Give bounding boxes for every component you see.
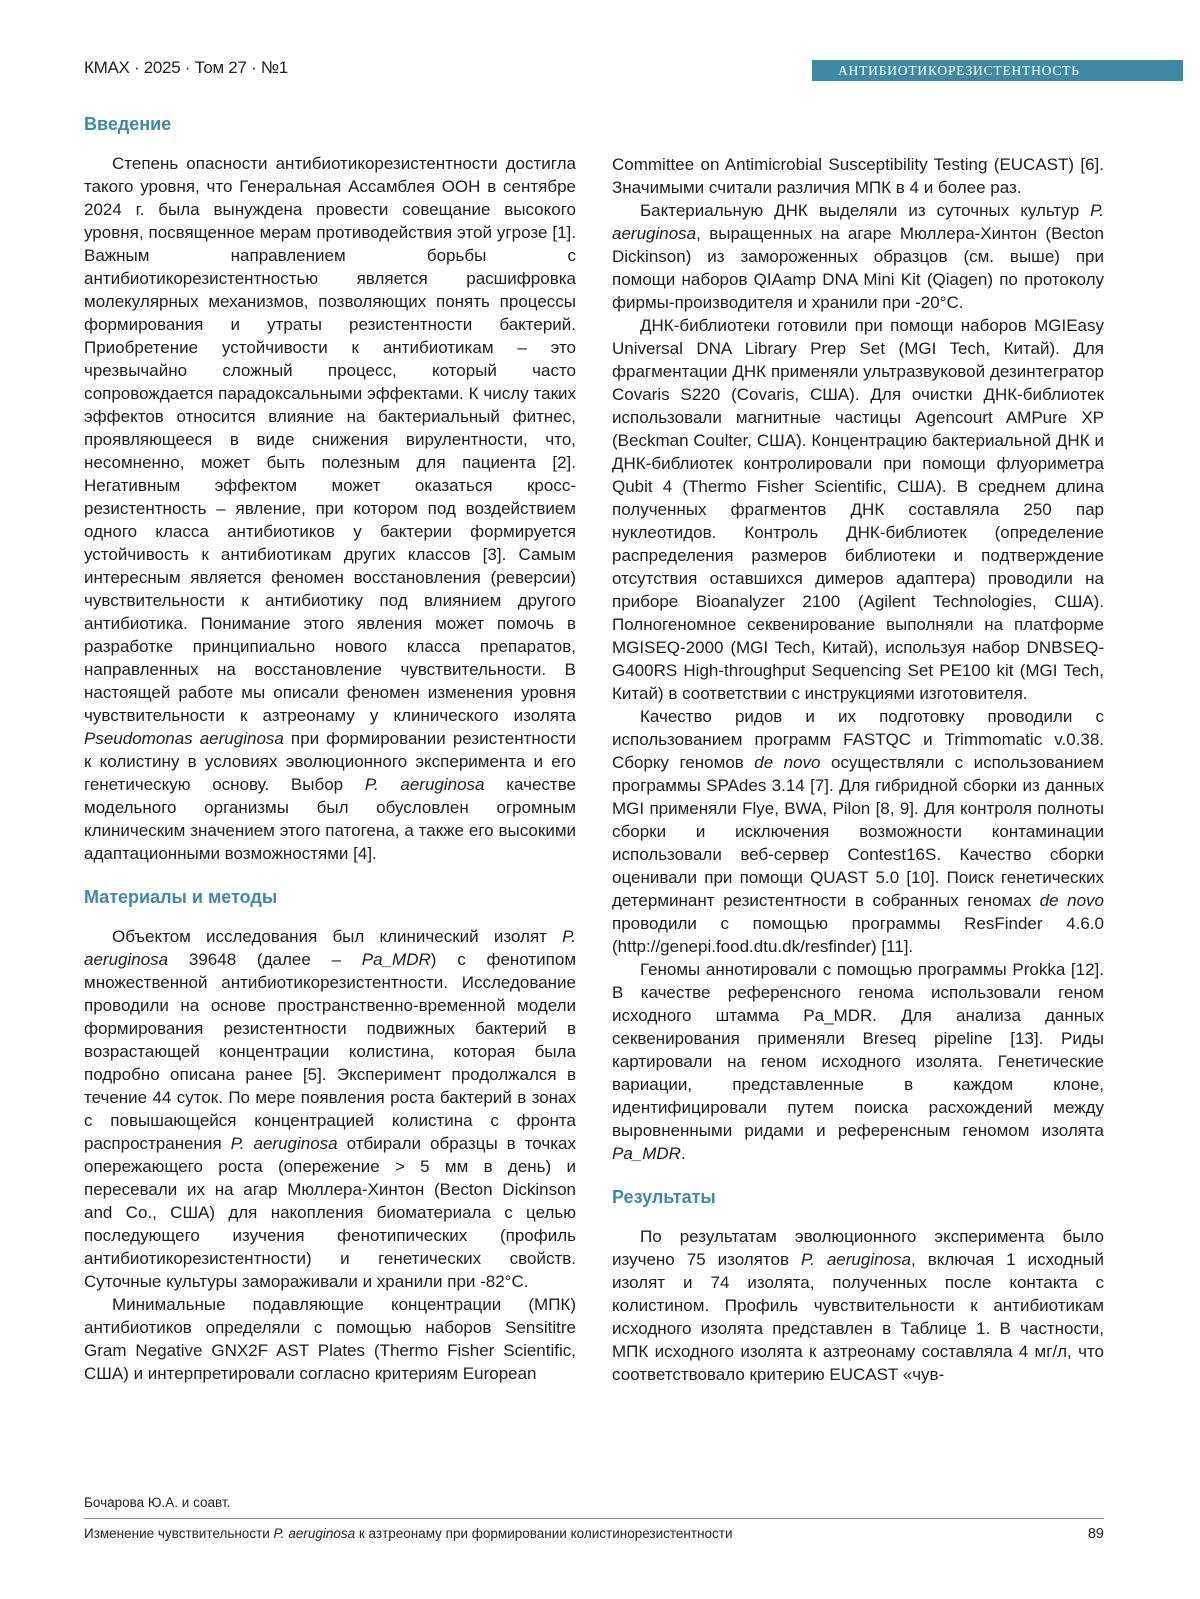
footer-article-title: Изменение чувствительности P. aeruginosa к азтреонаму при формировании колистинорезистентности xyxy=(84,1526,733,1541)
methods-paragraph-4: ДНК-библиотеки готовили при помощи наборов MGIEasy Universal DNA Library Prep Set (MGI Tech, Китай). Для фрагментации ДНК применяли ультразвуковой дезинтегратор Covaris S220 (Covaris, США). Для очистки ДНК-библиотек использовали магнитные частицы Agencourt AMPure XP (Beckman Coulter, США). Концентрацию бактериальной ДНК и ДНК-библиотек контролировали при помощи флуориметра Qubit 4 (Thermo Fisher Scientific, США). В среднем длина полученных фрагментов ДНК составляла 250 пар нуклеотидов. Контроль ДНК-библиотек (определение распределения размеров библиотеки и подтверждение отсутствия оставшихся димеров адаптера) проводили на приборе Bioanalyzer 2100 (Agilent Technologies, США). Полногеномное секвенирование выполняли на платформе MGISEQ-2000 (MGI Tech, Китай), используя набор DNBSEQ-G400RS High-throughput Sequencing Set PE100 kit (MGI Tech, Китай) в соответствии с инструкциями изготовителя. xyxy=(612,316,1104,703)
journal-citation: КМАХ · 2025 · Том 27 · №1 xyxy=(84,58,288,77)
methods-paragraph-3: Бактериальную ДНК выделяли из суточных культур P. aeruginosa, выращенных на агаре Мюллера-Хинтон (Becton Dickinson) из замороженных образцов (см. выше) при помощи наборов QIAamp DNA Mini Kit (Qiagen) по протоколу фирмы-производителя и хранили при -20°C. xyxy=(612,201,1104,312)
results-heading: Результаты xyxy=(612,1187,716,1207)
page-number: 89 xyxy=(1087,1526,1104,1542)
methods-paragraph-6: Геномы аннотировали с помощью программы Prokka [12]. В качестве референсного генома использовали геном исходного штамма Pa_MDR. Для анализа данных секвенирования применяли Breseq pipeline [13]. Риды картировали на геном исходного изолята. Генетические вариации, представленные в каждом клоне, идентифицировали путем поиска расхождений между выровненными ридами и референсным геномом изолята Pa_MDR. xyxy=(612,960,1104,1163)
intro-paragraph: Степень опасности антибиотикорезистентности достигла такого уровня, что Генеральная Ассамблея ООН в сентябре 2024 г. была вынуждена провести совещание высокого уровня, посвященное мерам противодействия этой угрозе [1]. Важным направлением борьбы с антибиотикорезистентностью является расшифровка молекулярных механизмов, позволяющих понять процессы формирования и утраты резистентности бактерий. Приобретение устойчивости к антибиотикам – это чрезвычайно сложный процесс, который часто сопровождается парадоксальными эффектами. К числу таких эффектов относится влияние на бактериальный фитнес, проявляющееся в виде снижения вирулентности, что, несомненно, может быть полезным для пациента [2]. Негативным эффектом может оказаться кросс-резистентность – явление, при котором под воздействием одного класса антибиотиков у бактерии формируется устойчивость к антибиотикам других классов [3]. Самым интересным является феномен восстановления (реверсии) чувствительности к антибиотику под влиянием другого антибиотика. Понимание этого явления может помочь в разработке принципиально нового класса препаратов, направленных на восстановление чувствительности. В настоящей работе мы описали феномен изменения уровня чувствительности к азтреонаму у клинического изолята Pseudomonas aeruginosa при формировании резистентности к колистину в условиях эволюционного эксперимента и его генетическую основу. Выбор P. aeruginosa качестве модельного организмы был обусловлен огромным клиническим значением этого патогена, а также его высокими адаптационными возможностями [4]. xyxy=(84,154,576,863)
intro-heading: Введение xyxy=(84,114,172,134)
results-paragraph: По результатам эволюционного эксперимента было изучено 75 изолятов P. aeruginosa, включая 1 исходный изолят и 74 изолята, полученных после контакта с колистином. Профиль чувствительности к антибиотикам исходного изолята представлен в Таблице 1. В частности, МПК исходного изолята к азтреонаму составляла 4 мг/л, что соответствовало критерию EUCAST «чув- xyxy=(612,1227,1104,1384)
right-column xyxy=(612,153,1104,1386)
section-banner: АНТИБИОТИКОРЕЗИСТЕНТНОСТЬ xyxy=(812,60,1183,81)
methods-paragraph-2: Минимальные подавляющие концентрации (МПК) антибиотиков определяли с помощью наборов Sensititre Gram Negative GNX2F AST Plates (Thermo Fisher Scientific, США) и интерпретировали согласно критериям European xyxy=(84,1295,576,1383)
footer-divider xyxy=(84,1518,1104,1519)
footer-author: Бочарова Ю.А. и соавт. xyxy=(84,1495,231,1510)
methods-paragraph-2-continued: Committee on Antimicrobial Susceptibility Testing (EUCAST) [6]. Значимыми считали различия МПК в 4 и более раз. xyxy=(612,155,1104,197)
methods-paragraph-5: Качество ридов и их подготовку проводили с использованием программ FASTQC и Trimmomatic v.0.38. Сборку геномов de novo осуществляли с использованием программы SPAdes 3.14 [7]. Для гибридной сборки из данных MGI применяли Flye, BWA, Pilon [8, 9]. Для контроля полноты сборки и исключения возможности контаминации использовали веб-сервер Contest16S. Качество сборки оценивали при помощи QUAST 5.0 [10]. Поиск генетических детерминант резистентности в собранных геномах de novo проводили с помощью программы ResFinder 4.6.0 (http://genepi.food.dtu.dk/resfinder) [11]. xyxy=(612,707,1105,956)
left-column xyxy=(84,112,576,1385)
methods-heading: Материалы и методы xyxy=(84,887,278,907)
methods-paragraph-1: Объектом исследования был клинический изолят P. aeruginosa 39648 (далее – Pa_MDR) с фенотипом множественной антибиотикорезистентности. Исследование проводили на основе пространственно-временной модели формирования резистентности подвижных бактерий в возрастающей концентрации колистина, которая была подробно описана ранее [5]. Эксперимент продолжался в течение 44 суток. По мере появления роста бактерий в зонах с повышающейся концентрацией колистина с фронта распространения P. aeruginosa отбирали образцы в точках опережающего роста (опережение > 5 мм в день) и пересевали их на агар Мюллера-Хинтон (Becton Dickinson and Co., США) для накопления биоматериала с целью последующего изучения фенотипических (профиль антибиотикорезистентности) и генетических свойств. Суточные культуры замораживали и хранили при -82°C. xyxy=(84,927,577,1291)
